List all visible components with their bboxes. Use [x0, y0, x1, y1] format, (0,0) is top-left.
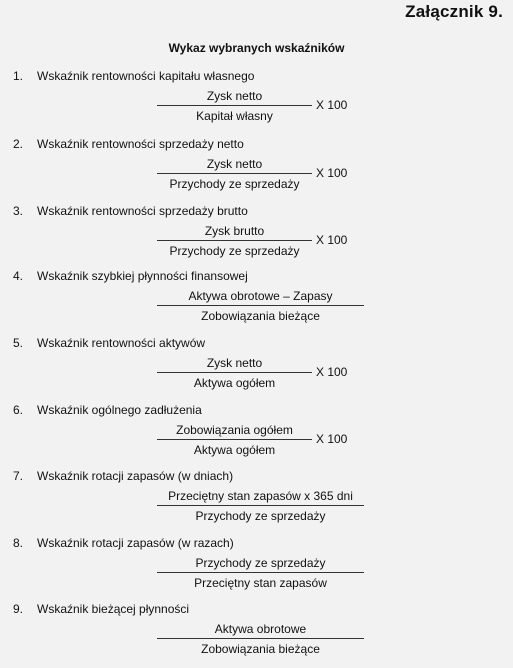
indicator-item-3: [0, 204, 513, 270]
formula-denominator: Kapitał własny: [196, 109, 273, 123]
item-name: Wskaźnik ogólnego zadłużenia: [37, 403, 202, 417]
fraction-bar: [157, 638, 364, 639]
formula-denominator: Przychody ze sprzedaży: [169, 177, 300, 191]
formula-multiplier: X 100: [316, 365, 348, 379]
item-name: Wskaźnik rentowności sprzedaży netto: [37, 137, 244, 151]
indicator-item-4: [0, 269, 513, 335]
list-title: Wykaz wybranych wskaźników: [168, 41, 345, 55]
indicator-item-5: [0, 336, 513, 402]
item-name: Wskaźnik rotacji zapasów (w dniach): [37, 469, 234, 483]
formula-multiplier: X 100: [316, 166, 348, 180]
formula-numerator: Aktywa obrotowe – Zapasy: [188, 289, 333, 303]
fraction-bar: [157, 305, 364, 306]
fraction-bar: [157, 372, 312, 373]
formula-fraction: [157, 356, 312, 396]
formula-multiplier: X 100: [316, 233, 348, 247]
formula-numerator: Zysk netto: [206, 157, 263, 171]
formula-numerator: Aktywa obrotowe: [214, 622, 307, 636]
fraction-bar: [157, 240, 312, 241]
formula-numerator: Zysk netto: [206, 89, 263, 103]
fraction-bar: [157, 505, 364, 506]
formula-numerator: Przeciętny stan zapasów x 365 dni: [168, 489, 353, 503]
formula-fraction: [157, 489, 364, 529]
formula-fraction: [157, 89, 312, 129]
formula-denominator: Zobowiązania bieżące: [201, 642, 320, 656]
formula-denominator: Przychody ze sprzedaży: [169, 244, 300, 258]
formula-denominator: Przychody ze sprzedaży: [195, 509, 326, 523]
item-name: Wskaźnik rentowności kapitału własnego: [37, 69, 255, 83]
formula-denominator: Zobowiązania bieżące: [201, 309, 320, 323]
item-number: 9.: [13, 602, 24, 616]
fraction-bar: [157, 572, 364, 573]
annex-label: Załącznik 9.: [405, 2, 503, 21]
item-number: 6.: [13, 403, 24, 417]
item-name: Wskaźnik rentowności sprzedaży brutto: [37, 204, 248, 218]
formula-fraction: [157, 224, 312, 264]
fraction-bar: [157, 173, 312, 174]
indicator-item-2: [0, 137, 513, 203]
item-name: Wskaźnik rotacji zapasów (w razach): [37, 536, 234, 550]
indicator-item-7: [0, 469, 513, 535]
indicator-item-1: [0, 69, 513, 135]
formula-numerator: Przychody ze sprzedaży: [195, 556, 326, 570]
formula-fraction: [157, 622, 364, 662]
formula-fraction: [157, 157, 312, 197]
formula-denominator: Przeciętny stan zapasów: [194, 576, 327, 590]
item-number: 1.: [13, 69, 24, 83]
formula-fraction: [157, 556, 364, 596]
fraction-bar: [157, 439, 312, 440]
formula-numerator: Zysk brutto: [204, 224, 265, 238]
item-number: 3.: [13, 204, 24, 218]
formula-numerator: Zobowiązania ogółem: [176, 423, 293, 437]
item-name: Wskaźnik rentowności aktywów: [37, 336, 206, 350]
formula-multiplier: X 100: [316, 98, 348, 112]
item-name: Wskaźnik bieżącej płynności: [37, 602, 190, 616]
item-number: 4.: [13, 269, 24, 283]
fraction-bar: [157, 105, 312, 106]
item-number: 2.: [13, 137, 24, 151]
item-name: Wskaźnik szybkiej płynności finansowej: [37, 269, 248, 283]
formula-numerator: Zysk netto: [206, 356, 263, 370]
formula-fraction: [157, 289, 364, 329]
formula-multiplier: X 100: [316, 432, 348, 446]
indicator-item-6: [0, 403, 513, 469]
item-number: 7.: [13, 469, 24, 483]
indicator-item-9: [0, 602, 513, 668]
formula-denominator: Aktywa ogółem: [193, 443, 276, 457]
item-number: 8.: [13, 536, 24, 550]
formula-denominator: Aktywa ogółem: [193, 376, 276, 390]
item-number: 5.: [13, 336, 24, 350]
formula-fraction: [157, 423, 312, 463]
indicator-item-8: [0, 536, 513, 602]
